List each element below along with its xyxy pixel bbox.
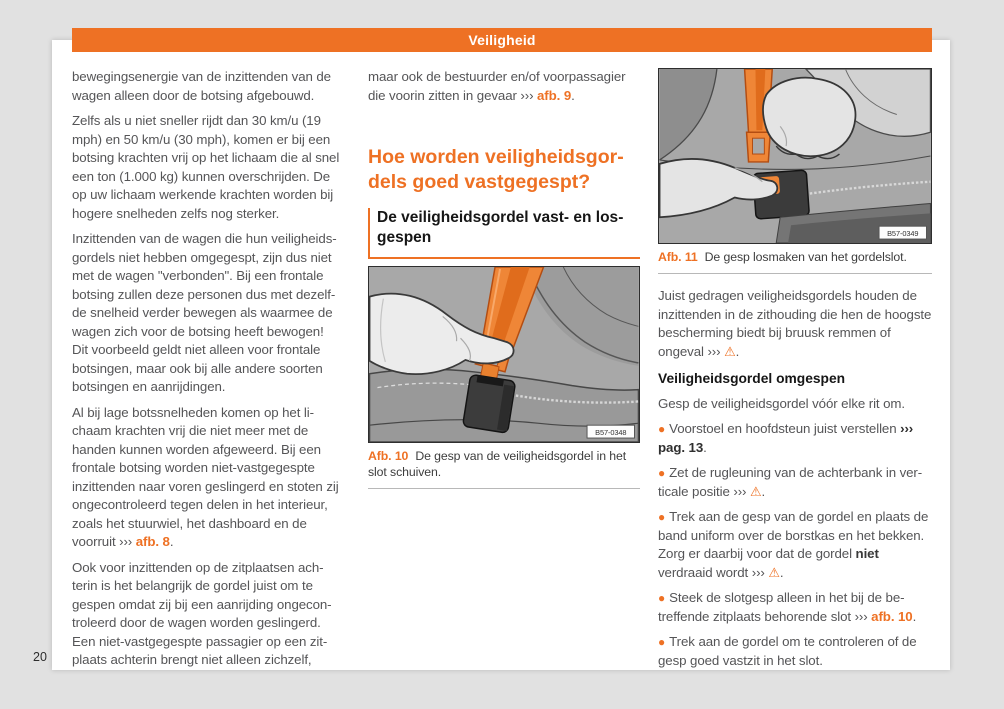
paragraph-text: maar ook de bestuurder en/of voorpassagier die voorin zitten in gevaar ››› [368, 69, 626, 103]
page-number: 20 [33, 650, 47, 664]
paragraph-text: Ook voor inzittenden op de zitplaatsen achterin is het belangrijk de gordel juist om te gespen omdat zij bij een aanrijding ongecontroleerd door de wagen worden geslingerd. Een niet-vastgegespte passagier op een zitplaats achterin brengt niet alleen zichzelf, [72, 559, 332, 667]
belt-tongue [747, 132, 771, 162]
figure-10 [368, 266, 640, 489]
paragraph-text: bewegingsenergie van de inzittenden van de wagen alleen door de botsing afgebouwd. [72, 69, 331, 103]
figure-caption [368, 443, 640, 489]
paragraph [368, 68, 640, 105]
paragraph-text: . [735, 343, 740, 359]
svg-text:B57-0349: B57-0349 [887, 229, 919, 239]
bullet-text: Zet de rugleuning van de achterbank in verticale positie ››› [658, 465, 923, 499]
bullet-item [658, 464, 932, 501]
paragraph-text: Al bij lage botssnelheden komen op het lichaam krachten vrij die niet meer met de handen kunnen worden afgeweerd. Bij een frontale botsing worden niet-vastgegespte inzittenden naar voren geslingerd en stoten zij ongecontroleerd tegen delen in het interieur, zoals het stuurwiel, het dashboard en de voorruit ››› [72, 404, 339, 549]
buckle-slot [463, 374, 516, 433]
paragraph-text: Juist gedragen veiligheidsgordels houden de inzittenden in de zithouding die hen de hoogste bescherming biedt bij bruusk remmen of ongeval ››› [658, 288, 932, 359]
bullet-text: . [761, 483, 766, 499]
figure-caption [658, 244, 932, 274]
paragraph [72, 68, 343, 105]
bullet-text: . [703, 439, 707, 455]
paragraph-text: . [169, 534, 174, 549]
figure-label: Afb. 11 [658, 250, 698, 264]
paragraph-text: . [571, 87, 575, 103]
figure-caption-text: De gesp van de veiligheidsgordel in het slot schuiven. [368, 449, 627, 479]
svg-text:B57-0348: B57-0348 [595, 428, 627, 438]
bullet-text: verdraaid wordt ››› [658, 564, 769, 580]
bullet-item [658, 420, 932, 457]
bullet-item [658, 589, 932, 626]
bullet-text: . [912, 608, 917, 624]
figure-label: Afb. 10 [368, 449, 409, 463]
warning-icon: ⚠ [768, 564, 780, 580]
figure-11 [658, 68, 932, 274]
figure-code-badge [879, 226, 926, 239]
header-bar [72, 28, 932, 52]
paragraph [72, 559, 343, 670]
bullet-item [658, 633, 932, 670]
figure-reference-link[interactable]: afb. 8 [135, 534, 170, 549]
bullet-text: Voorstoel en hoofdsteun juist verstellen [669, 421, 901, 436]
left-column [72, 68, 343, 677]
bullet-icon: ● [658, 635, 666, 649]
right-column [658, 68, 932, 677]
subsection-heading: De veiligheidsgordel vast- en losgespen [368, 208, 640, 259]
paragraph-text: Gesp de veiligheidsgordel vóór elke rit om. [658, 395, 905, 411]
warning-icon: ⚠ [749, 483, 762, 499]
paragraph-text: Zelfs als u niet sneller rijdt dan 30 km/u (19 mph) en 50 km/u (30 mph), komen er bij een botsing krachten vrij op het lichaam die al snel een ton (1.000 kg) kunnen overschrijden. De op uw lichaam werkende krachten worden bij hogere snelheden zelfs nog sterker. [72, 113, 340, 221]
bullet-text: Steek de slotgesp alleen in het bij de betreffende zitplaats behorende slot ››› [658, 590, 905, 624]
paragraph [72, 230, 343, 397]
bullet-text: Trek aan de gesp van de gordel en plaats de band uniform over de borstkas en het bekken. Zorg er daarbij voor dat de gordel [658, 509, 929, 561]
seatbelt-buckle-insert-illustration [368, 266, 640, 443]
page-reference-link[interactable]: ››› pag. 13 [658, 421, 914, 455]
paragraph-text: Inzittenden van de wagen die hun veiligheidsgordels niet hebben omgegespt, zijn dus niet met de wagen "verbonden". Bij een frontale botsing zullen deze personen dus met dezelfde snelheid verder bewegen als waarmee de wagen zich voor de botsing heeft bewogen! Dit voorbeeld geldt niet alleen voor frontale botsingen, maar ook bij alle andere soorten botsingen en aanrijdingen. [72, 231, 337, 394]
figure-reference-link[interactable]: afb. 9 [537, 87, 572, 103]
bullet-item [658, 508, 932, 582]
seatbelt-buckle-release-illustration [658, 68, 932, 244]
paragraph [72, 112, 343, 223]
section-heading: Hoe worden veiligheidsgordels goed vastgegespt? [368, 146, 624, 193]
emphasized-word: niet [855, 546, 879, 561]
bullet-text: . [779, 564, 784, 580]
gripping-hand [763, 78, 856, 159]
paragraph [72, 404, 343, 552]
middle-column [368, 68, 640, 489]
subsection-title: Veiligheidsgordel omgespen [658, 371, 846, 386]
warning-icon: ⚠ [724, 343, 736, 359]
figure-reference-link[interactable]: afb. 10 [871, 608, 913, 624]
bullet-icon: ● [658, 422, 666, 436]
page-title: Veiligheid [468, 32, 536, 48]
bullet-icon: ● [658, 591, 666, 605]
paragraph [658, 287, 932, 361]
bullet-text: Trek aan de gordel om te controleren of de gesp goed vastzit in het slot. [658, 634, 917, 668]
figure-code-badge [587, 425, 634, 438]
paragraph [658, 395, 932, 414]
figure-caption-text: De gesp losmaken van het gordelslot. [704, 250, 907, 264]
bullet-icon: ● [658, 510, 666, 524]
bullet-icon: ● [658, 466, 666, 480]
